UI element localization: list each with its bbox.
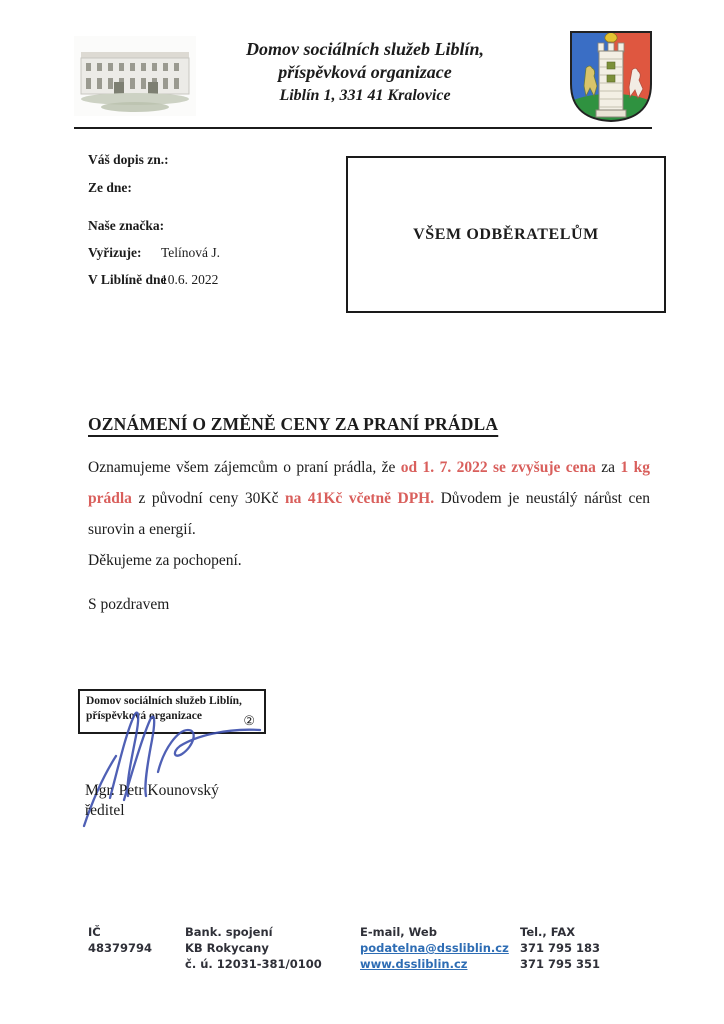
footer-fax-number: 371 795 351 — [520, 957, 601, 971]
body-text: za — [595, 459, 621, 476]
thanks-line: Děkujeme za pochopení. — [88, 552, 242, 569]
footer-bank-account: č. ú. 12031-381/0100 — [185, 957, 322, 971]
footer-column-ic — [88, 924, 152, 956]
highlighted-text: na 41Kč včetně DPH. — [285, 490, 435, 507]
addressee-box — [346, 156, 666, 313]
footer-bank-title: Bank. spojení — [185, 925, 273, 939]
label-place-date: V Liblíně dne — [88, 272, 167, 287]
value-handled-by: Telínová J. — [161, 245, 221, 260]
highlighted-text: od 1. 7. 2022 se zvyšuje cena — [400, 459, 596, 476]
footer-tel-number: 371 795 183 — [520, 941, 601, 955]
org-address: Liblín 1, 331 41 Kralovice — [279, 87, 451, 104]
value-place-date: 10.6. 2022 — [161, 272, 219, 287]
circled-2-icon: ② — [243, 713, 255, 728]
label-from-date: Ze dne: — [88, 180, 132, 195]
footer-tel-title: Tel., FAX — [520, 925, 576, 939]
footer-ic-value: 48379794 — [88, 941, 153, 955]
footer-ic-title: IČ — [88, 925, 101, 939]
footer-column-bank — [185, 924, 322, 972]
coat-of-arms — [566, 28, 656, 124]
body-block — [88, 452, 650, 576]
footer-email-title: E-mail, Web — [360, 925, 437, 939]
org-stamp — [78, 689, 266, 734]
closing-line: S pozdravem — [88, 596, 170, 613]
footer-email-link[interactable]: podatelna@dssliblin.cz — [360, 941, 509, 955]
header-divider — [74, 127, 652, 129]
footer-column-email-web — [360, 924, 509, 972]
label-handled-by: Vyřizuje: — [88, 245, 142, 260]
body-paragraph — [88, 452, 650, 545]
org-name-line1: Domov sociálních služeb Liblín, — [245, 39, 485, 59]
body-text: Důvodem je neustálý nárůst cen surovin a energií. — [88, 490, 650, 538]
label-our-ref: Naše značka: — [88, 218, 165, 233]
signer-title: ředitel — [85, 802, 125, 819]
org-name-line2: příspěvková organizace — [278, 62, 452, 82]
body-text: Oznamujeme všem zájemcům o praní prádla, že — [88, 459, 401, 476]
footer-column-tel-fax — [520, 924, 600, 972]
addressee-text: VŠEM ODBĚRATELŮM — [413, 225, 599, 243]
highlighted-text: 1 kg prádla — [88, 459, 650, 507]
label-your-ref: Váš dopis zn.: — [88, 152, 169, 167]
signer-name: Mgr. Petr Kounovský — [85, 782, 219, 799]
building-photo — [74, 36, 196, 116]
stamp-line1: Domov sociálních služeb Liblín, — [86, 695, 242, 707]
notice-heading: OZNÁMENÍ O ZMĚNĚ CENY ZA PRANÍ PRÁDLA — [88, 414, 499, 434]
footer-web-link[interactable]: www.dssliblin.cz — [360, 957, 468, 971]
body-text: z původní ceny 30Kč — [131, 490, 285, 507]
stamp-line2: příspěvková organizace — [86, 710, 202, 722]
org-title — [210, 38, 520, 107]
footer-bank-name: KB Rokycany — [185, 941, 269, 955]
